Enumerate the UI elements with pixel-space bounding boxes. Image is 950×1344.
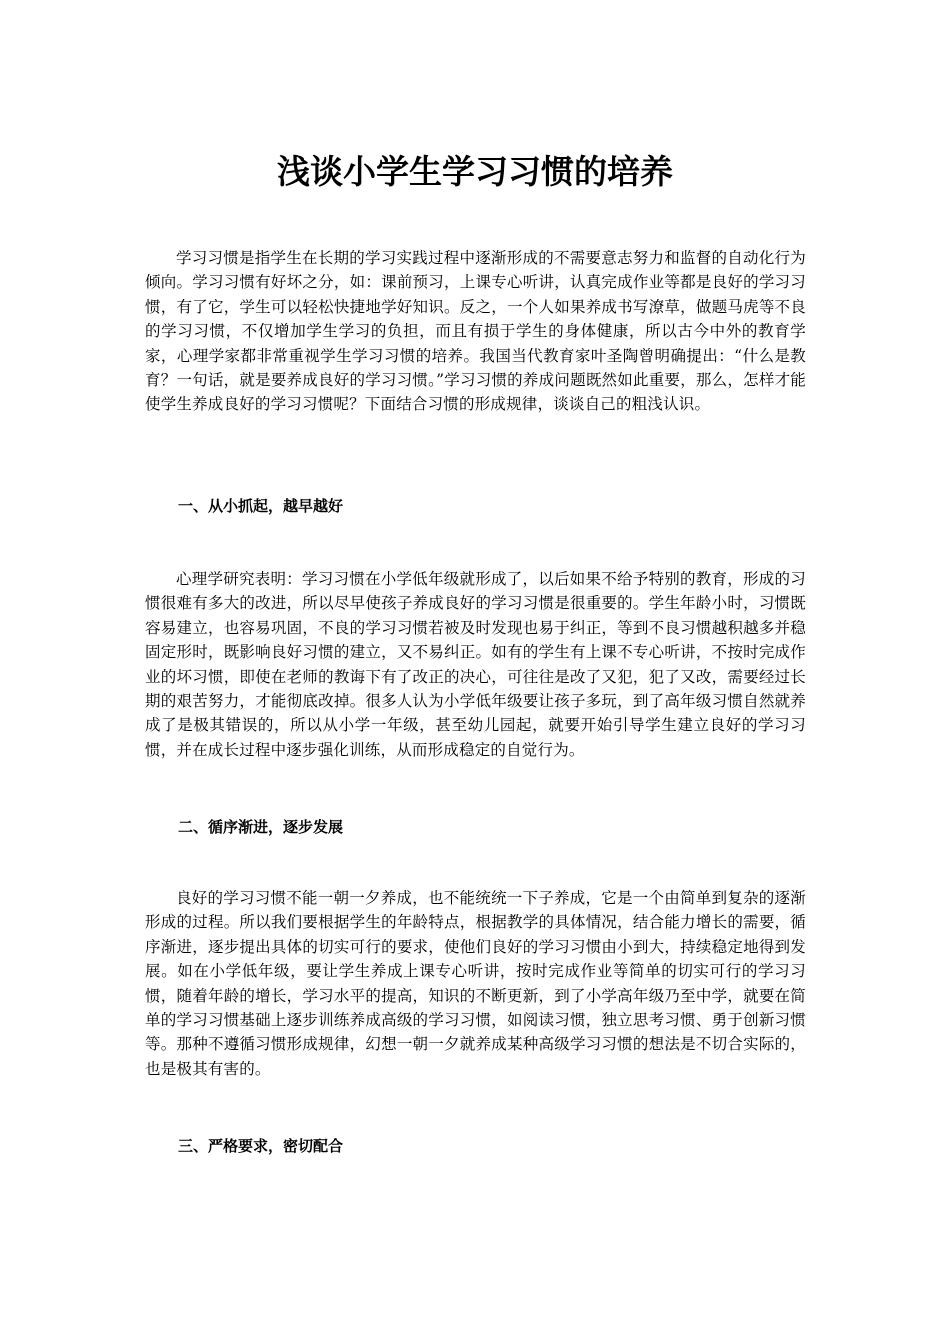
- paragraph-section-2: 良好的学习习惯不能一朝一夕养成，也不能统统一下子养成，它是一个由简单到复杂的逐渐形成的过程。所以我们要根据学生的年龄特点，根据教学的具体情况，结合能力增长的需要，循序渐进，逐步提出具体的切实可行的要求，使他们良好的学习习惯由小到大，持续稳定地得到发展。如在小学低年级，要让学生养成上课专心听讲，按时完成作业等简单的切实可行的学习习惯，随着年龄的增长，学习水平的提高，知识的不断更新，到了小学高年级乃至中学，就要在简单的学习习惯基础上逐步训练养成高级的学习习惯，如阅读习惯，独立思考习惯、勇于创新习惯等。那种不遵循习惯形成规律，幻想一朝一夕就养成某种高级学习习惯的想法是不切合实际的，也是极其有害的。: [145, 889, 806, 1078]
- document-title: 浅谈小学生学习习惯的培养: [277, 152, 673, 191]
- section-heading-1: 一、从小抓起，越早越好: [178, 497, 344, 515]
- section-heading-2: 二、循序渐进，逐步发展: [178, 818, 344, 836]
- section-heading-3: 三、严格要求，密切配合: [178, 1137, 344, 1155]
- paragraph-introduction: 学习习惯是指学生在长期的学习实践过程中逐渐形成的不需要意志努力和监督的自动化行为倾向。学习习惯有好坏之分，如：课前预习，上课专心听讲，认真完成作业等都是良好的学习习惯，有了它，学生可以轻松快捷地学好知识。反之，一个人如果养成书写潦草，做题马虎等不良的学习习惯，不仅增加学生学习的负担，而且有损于学生的身体健康，所以古今中外的教育学家，心理学家都非常重视学生学习习惯的培养。我国当代教育家叶圣陶曾明确提出：“什么是教育？一句话，就是要养成良好的学习习惯。”学习习惯的养成问题既然如此重要，那么，怎样才能使学生养成良好的学习习惯呢？下面结合习惯的形成规律，谈谈自己的粗浅认识。: [145, 249, 806, 414]
- paragraph-section-1: 心理学研究表明：学习习惯在小学低年级就形成了，以后如果不给予特别的教育，形成的习惯很难有多大的改进，所以尽早使孩子养成良好的学习习惯是很重要的。学生年龄小时，习惯既容易建立，也容易巩固，不良的学习习惯若被及时发现也易于纠正，等到不良习惯越积越多并稳固定形时，既影响良好习惯的建立，又不易纠正。如有的学生有上课不专心听讲，不按时完成作业的坏习惯，即使在老师的教诲下有了改正的决心，可往往是改了又犯，犯了又改，需要经过长期的艰苦努力，才能彻底改掉。很多人认为小学低年级要让孩子多玩，到了高年级习惯自然就养成了是极其错误的，所以从小学一年级，甚至幼儿园起，就要开始引导学生建立良好的学习习惯，并在成长过程中逐步强化训练，从而形成稳定的自觉行为。: [145, 570, 806, 759]
